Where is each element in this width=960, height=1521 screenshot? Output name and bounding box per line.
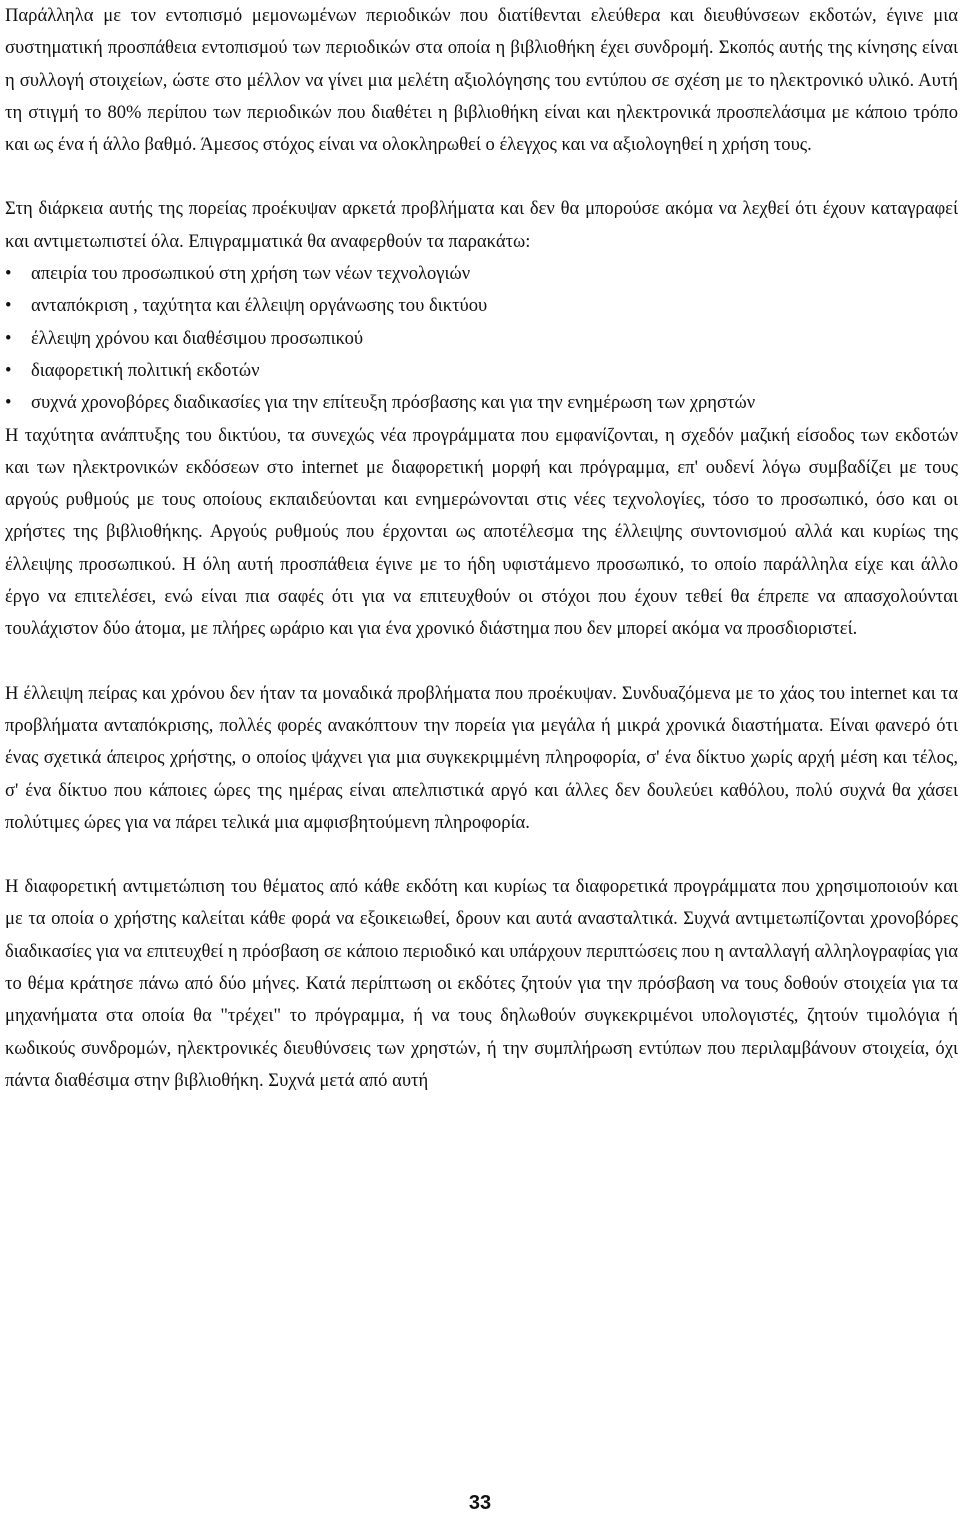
document-page [5,0,958,1097]
paragraph-publisher-policies: Η διαφορετική αντιμετώπιση του θέματος από κάθε εκδότη και κυρίως τα διαφορετικά προγράμματα που χρησιμοποιούν και με τα οποία ο χρήστης καλείται κάθε φορά να εξοικειωθεί, δρουν και αυτά ανασταλτικά. Συχνά αντιμετωπίζονται χρονοβόρες διαδικασίες για να επιτευχθεί η πρόσβαση σε κάποιο περιοδικό και υπάρχουν περιπτώσεις που η ανταλλαγή αλληλογραφίας για το θέμα κράτησε πάνω από δύο μήνες. Κατά περίπτωση οι εκδότες ζητούν για την πρόσβαση να τους δοθούν στοιχεία για τα μηχανήματα στα οποία θα "τρέχει" το πρόγραμμα, ή να τους δηλωθούν συγκεκριμένοι υπολογιστές, ζητούν τιμολόγια ή κωδικούς συνδρομών, ηλεκτρονικές διευθύνσεις των χρηστών, ή την συμπλήρωση εντύπων που περιλαμβάνουν στοιχεία, όχι πάντα διαθέσιμα στην βιβλιοθήκη. Συχνά μετά από αυτή [5,876,958,1091]
list-item [5,355,958,387]
list-item-text: έλλειψη χρόνου και διαθέσιμου προσωπικού [31,327,364,349]
bullet-icon: • [5,327,12,349]
list-item [5,258,958,290]
paragraph-problems-intro: Στη διάρκεια αυτής της πορείας προέκυψαν αρκετά προβλήματα και δεν θα μπορούσε ακόμα να λεχθεί ότι έχουν καταγραφεί και αντιμετωπιστεί όλα. Επιγραμματικά θα αναφερθούν τα παρακάτω: [5,198,958,252]
list-item-text: απειρία του προσωπικού στη χρήση των νέων τεχνολογιών [31,263,471,285]
bullet-icon: • [5,359,12,381]
paragraph-spacer [5,646,958,678]
page-number: 33 [468,1492,492,1514]
paragraph-spacer [5,839,958,871]
bullet-icon: • [5,392,12,414]
paragraph-network-speed: Η ταχύτητα ανάπτυξης του δικτύου, τα συνεχώς νέα προγράμματα που εμφανίζονται, η σχεδόν μαζική είσοδος των εκδοτών και των ηλεκτρονικών εκδόσεων στο internet με διαφορετική μορφή και πρόγραμμα, επ' ουδενί λόγω συμβαδίζει με τους αργούς ρυθμούς με τους οποίους εκπαιδεύονται και ενημερώνονται στις νέες τεχνολογίες, τόσο το προσωπικό, όσο και οι χρήστες της βιβλιοθήκης. Αργούς ρυθμούς που έρχονται ως αποτέλεσμα της έλλειψης συντονισμού αλλά και κυρίως της έλλειψης προσωπικού. Η όλη αυτή προσπάθεια έγινε με το ήδη υφιστάμενο προσωπικό, το οποίο παράλληλα είχε και άλλο έργο να επιτελέσει, ενώ είναι πια σαφές ότι για να επιτευχθούν οι στόχοι που έχουν τεθεί θα έπρεπε να απασχολούνται τουλάχιστον δύο άτομα, με πλήρες ωράριο και για ένα χρονικό διάστημα που δεν μπορεί ακόμα να προσδιοριστεί. [5,424,958,640]
list-item-text: ανταπόκριση , ταχύτητα και έλλειψη οργάνωσης του δικτύου [31,295,488,317]
paragraph-journals-survey: Παράλληλα με τον εντοπισμό μεμονωμένων περιοδικών που διατίθενται ελεύθερα και διευθύνσεων εκδοτών, έγινε μια συστηματική προσπάθεια εντοπισμού των περιοδικών στα οποία η βιβλιοθήκη έχει συνδρομή. Σκοπός αυτής της κίνησης είναι η συλλογή στοιχείων, ώστε στο μέλλον να γίνει μια μελέτη αξιολόγησης του εντύπου σε σχέση με το ηλεκτρονικό υλικό. Αυτή τη στιγμή το 80% περίπου των περιοδικών που διαθέτει η βιβλιοθήκη είναι και ηλεκτρονικά προσπελάσιμα με κάποιο τρόπο και ως ένα ή άλλο βαθμό. Άμεσος στόχος είναι να ολοκληρωθεί ο έλεγχος και να αξιολογηθεί η χρήση τους. [5,5,958,156]
bullet-icon: • [5,295,12,317]
bullet-icon: • [5,263,12,285]
list-item-text: διαφορετική πολιτική εκδοτών [31,359,260,381]
list-item [5,387,958,419]
paragraph-spacer [5,161,958,193]
list-item [5,323,958,355]
list-item [5,290,958,322]
list-item-text: συχνά χρονοβόρες διαδικασίες για την επίτευξη πρόσβασης και για την ενημέρωση των χρηστών [31,392,756,414]
paragraph-lack-of-experience: Η έλλειψη πείρας και χρόνου δεν ήταν τα μοναδικά προβλήματα που προέκυψαν. Συνδυαζόμενα με το χάος του internet και τα προβλήματα ανταπόκρισης, πολλές φορές ανακόπτουν την πορεία για μεγάλα ή μικρά χρονικά διαστήματα. Είναι φανερό ότι ένας σχετικά άπειρος χρήστης, ο οποίος ψάχνει για μια συγκεκριμμένη πληροφορία, σ' ένα δίκτυο χωρίς αρχή μέση και τέλος, σ' ένα δίκτυο που κάποιες ώρες της ημέρας είναι απελπιστικά αργό και άλλες δεν δουλεύει καθόλου, πολύ συχνά θα χάσει πολύτιμες ώρες για να πάρει τελικά μια αμφισβητούμενη πληροφορία. [5,682,958,833]
problems-list [5,258,958,419]
